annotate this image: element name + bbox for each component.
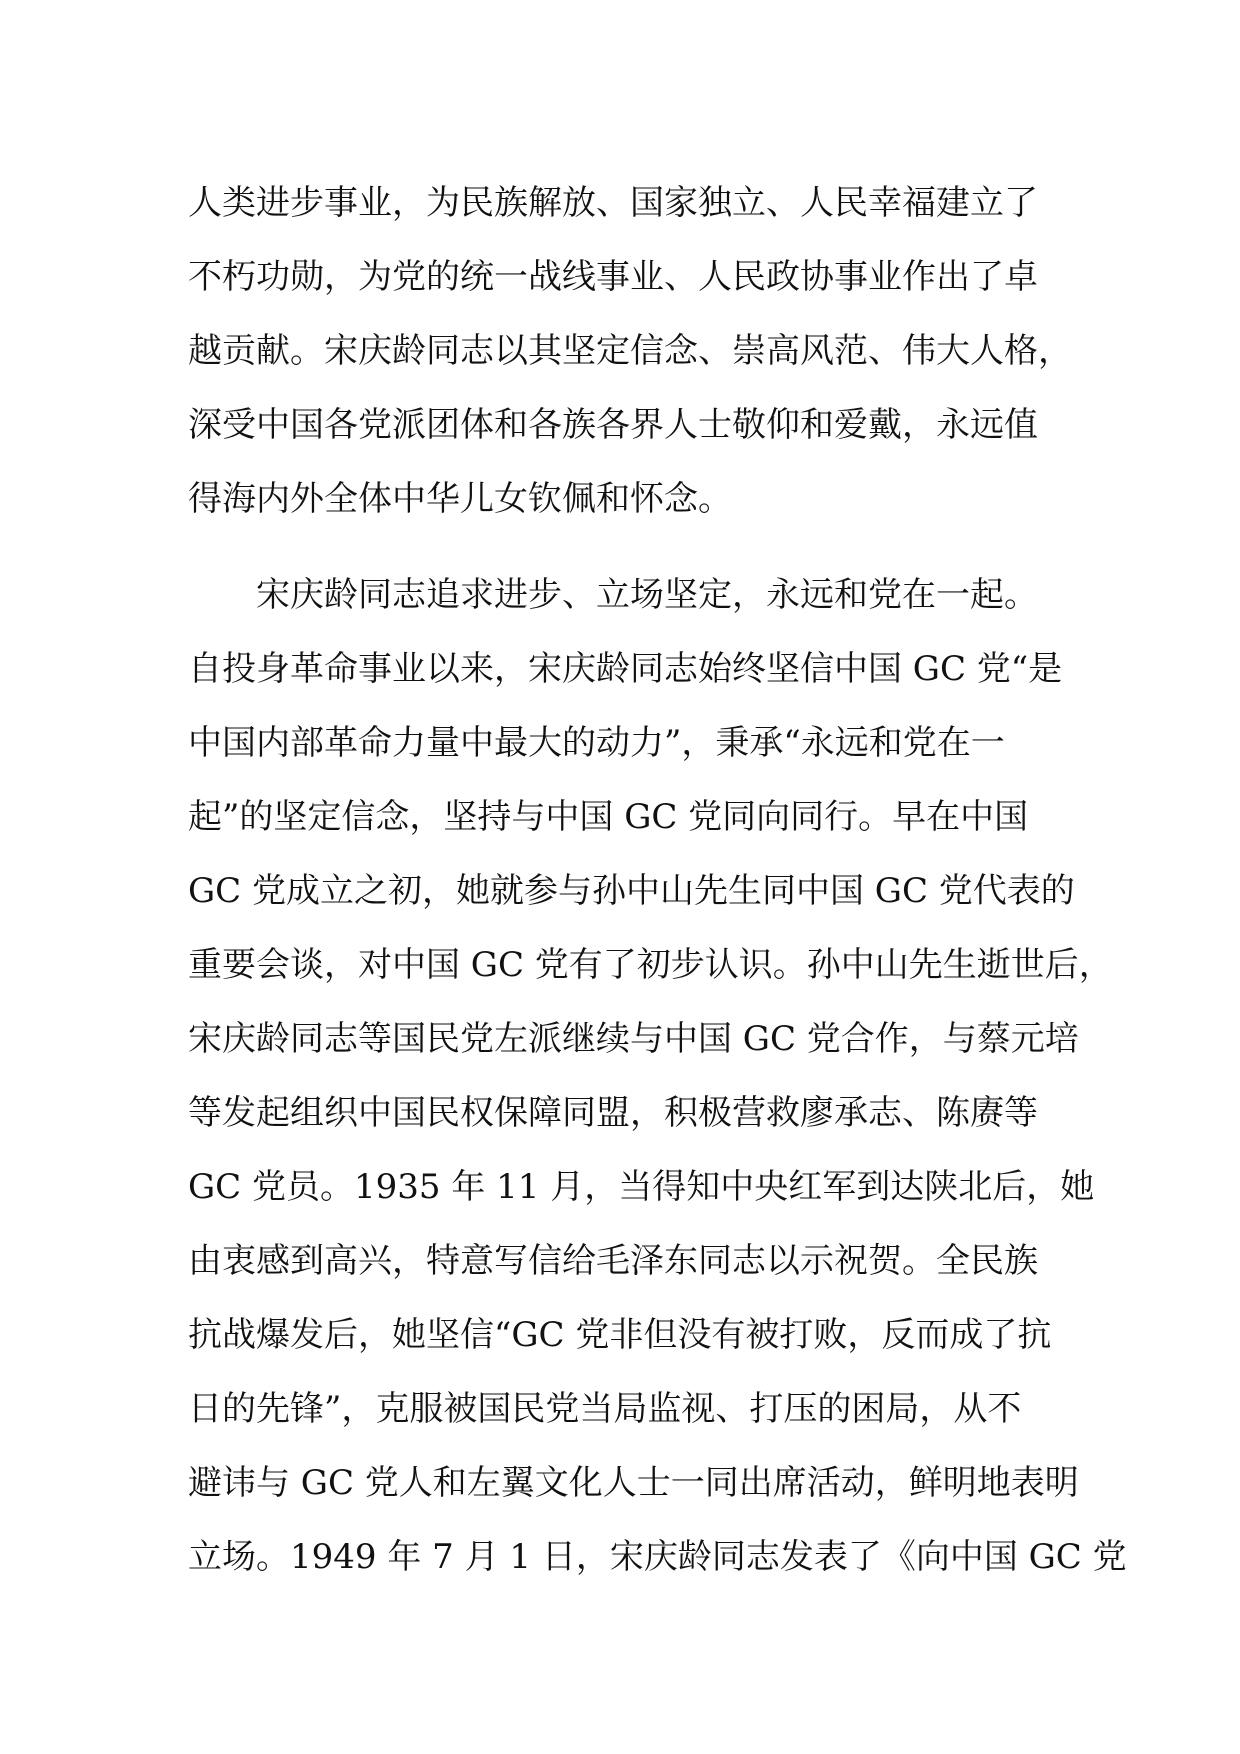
text-line: GC 党成立之初，她就参与孙中山先生同中国 GC 党代表的 — [188, 871, 1075, 911]
paragraph-1 — [188, 166, 1088, 536]
text-line: 不朽功勋，为党的统一战线事业、人民政协事业作出了卓 — [188, 257, 1038, 297]
text-line: 宋庆龄同志追求进步、立场坚定，永远和党在一起。 — [256, 575, 1038, 615]
text-line: 起”的坚定信念，坚持与中国 GC 党同向同行。早在中国 — [188, 797, 1029, 837]
text-line: 避讳与 GC 党人和左翼文化人士一同出席活动，鲜明地表明 — [188, 1463, 1079, 1503]
text-line: 自投身革命事业以来，宋庆龄同志始终坚信中国 GC 党“是 — [188, 649, 1063, 689]
text-line: 抗战爆发后，她坚信“GC 党非但没有被打败，反而成了抗 — [188, 1315, 1052, 1355]
text-line: 重要会谈，对中国 GC 党有了初步认识。孙中山先生逝世后， — [188, 945, 1113, 985]
text-line: 人类进步事业，为民族解放、国家独立、人民幸福建立了 — [188, 183, 1038, 223]
paragraph-2 — [188, 558, 1127, 1594]
text-line: GC 党员。1935 年 11 月，当得知中央红军到达陕北后，她 — [188, 1167, 1095, 1207]
text-line: 立场。1949 年 7 月 1 日，宋庆龄同志发表了《向中国 GC 党 — [188, 1537, 1127, 1577]
text-line: 等发起组织中国民权保障同盟，积极营救廖承志、陈赓等 — [188, 1093, 1038, 1133]
text-line: 宋庆龄同志等国民党左派继续与中国 GC 党合作，与蔡元培 — [188, 1019, 1079, 1059]
text-line: 日的先锋”，克服被国民党当局监视、打压的困局，从不 — [188, 1389, 1022, 1429]
text-line: 中国内部革命力量中最大的动力”，秉承“永远和党在一 — [188, 723, 1005, 763]
text-line: 越贡献。宋庆龄同志以其坚定信念、崇高风范、伟大人格， — [188, 331, 1072, 371]
text-line: 深受中国各党派团体和各族各界人士敬仰和爱戴，永远值 — [188, 405, 1038, 445]
text-line: 由衷感到高兴，特意写信给毛泽东同志以示祝贺。全民族 — [188, 1241, 1038, 1281]
text-line: 得海内外全体中华儿女钦佩和怀念。 — [188, 479, 732, 519]
